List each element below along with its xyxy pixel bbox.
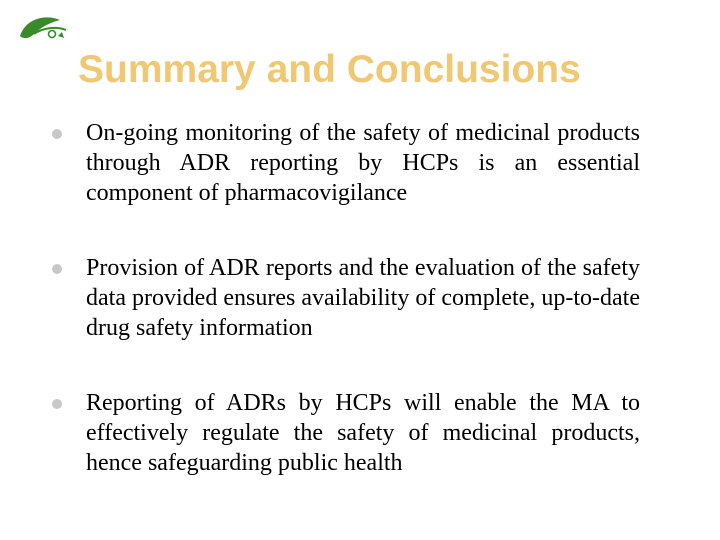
slide-title: Summary and Conclusions bbox=[78, 48, 581, 91]
leaf-logo-icon bbox=[12, 10, 74, 48]
bullet-text: Provision of ADR reports and the evaluation of the safety data provided ensures availability of complete, up-to-date drug safety information bbox=[86, 255, 640, 341]
bullet-text: Reporting of ADRs by HCPs will enable the MA to effectively regulate the safety of medicinal products, hence safeguarding public health bbox=[86, 390, 640, 476]
bullet-text: On-going monitoring of the safety of medicinal products through ADR reporting by HCPs is an essential component of pharmacovigilance bbox=[86, 120, 640, 206]
bullet-item bbox=[48, 118, 640, 208]
bullet-item bbox=[48, 253, 640, 343]
bullet-dot-icon bbox=[52, 129, 62, 139]
bullet-dot-icon bbox=[52, 264, 62, 274]
bullet-dot-icon bbox=[52, 399, 62, 409]
organization-logo bbox=[12, 10, 74, 58]
bullet-list bbox=[48, 118, 640, 478]
bullet-item bbox=[48, 388, 640, 478]
